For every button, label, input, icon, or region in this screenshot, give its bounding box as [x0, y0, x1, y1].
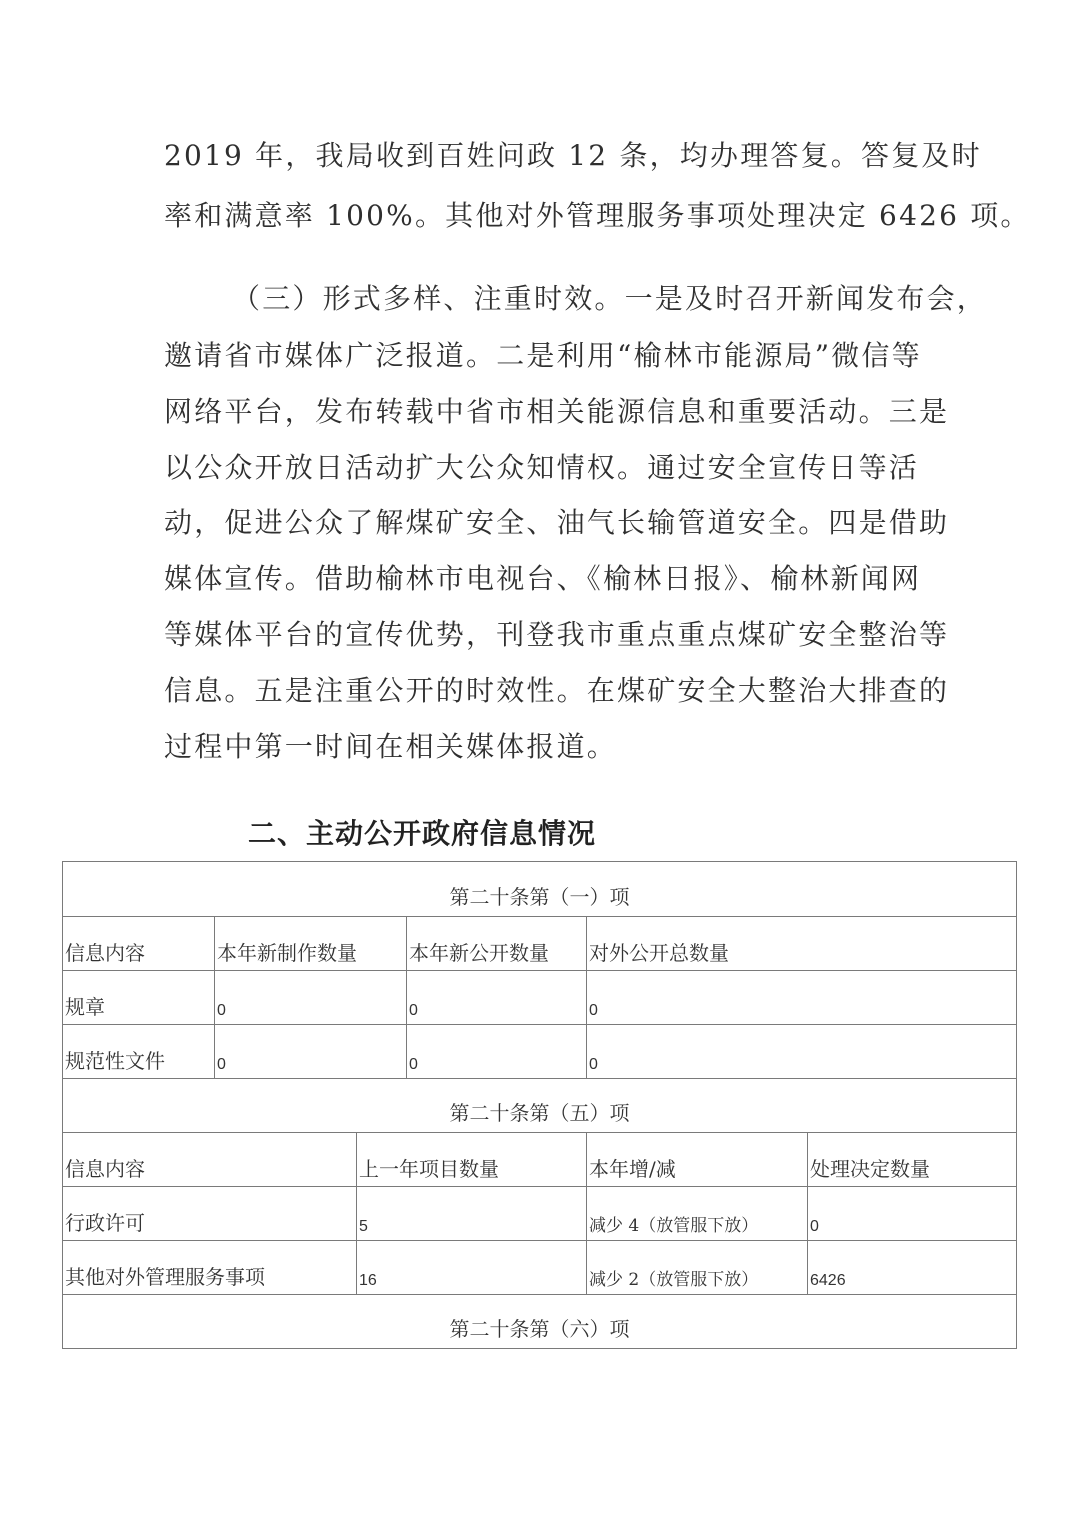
section-heading: 二、主动公开政府信息情况 [248, 817, 597, 850]
paragraph-line: 媒体宣传。借助榆林市电视台、《榆林日报》、榆林新闻网 [164, 562, 922, 595]
value-cell: 0 [808, 1187, 1017, 1241]
paragraph-line: 信息。五是注重公开的时效性。在煤矿安全大整治大排查的 [164, 674, 950, 707]
value-cell: 5 [357, 1187, 587, 1241]
value-cell: 6426 [808, 1241, 1017, 1295]
paragraph-line: 2019 年，我局收到百姓问政 12 条，均办理答复。答复及时 [164, 139, 982, 172]
value-cell: 0 [407, 971, 587, 1025]
header-cell: 本年增/减 [587, 1133, 808, 1187]
table-header-row [63, 917, 1017, 971]
table-row [63, 1025, 1017, 1079]
header-cell: 本年新制作数量 [215, 917, 407, 971]
paragraph-line: 过程中第一时间在相关媒体报道。 [164, 730, 618, 763]
section-title-article-20-item-6: 第二十条第（六）项 [63, 1295, 1017, 1349]
header-cell: 信息内容 [63, 917, 215, 971]
value-cell: 减少 4（放管服下放） [587, 1187, 808, 1241]
paragraph-line: 等媒体平台的宣传优势，刊登我市重点重点煤矿安全整治等 [164, 618, 950, 651]
table-row [63, 1187, 1017, 1241]
value-cell: 0 [587, 1025, 1017, 1079]
section-title-article-20-item-1: 第二十条第（一）项 [63, 862, 1017, 917]
paragraph-line: 网络平台，发布转载中省市相关能源信息和重要活动。三是 [164, 395, 950, 428]
section-title-article-20-item-5: 第二十条第（五）项 [63, 1079, 1017, 1133]
header-cell: 本年新公开数量 [407, 917, 587, 971]
table-header-row [63, 1133, 1017, 1187]
row-label-cell: 其他对外管理服务事项 [63, 1241, 357, 1295]
header-cell: 上一年项目数量 [357, 1133, 587, 1187]
table-row [63, 971, 1017, 1025]
section-title-row [63, 1079, 1017, 1133]
header-cell: 信息内容 [63, 1133, 357, 1187]
value-cell: 16 [357, 1241, 587, 1295]
section-title-row [63, 862, 1017, 917]
paragraph-line: 邀请省市媒体广泛报道。二是利用“榆林市能源局”微信等 [164, 339, 922, 372]
section-title-row [63, 1295, 1017, 1349]
value-cell: 0 [215, 1025, 407, 1079]
paragraph-line: 动，促进公众了解煤矿安全、油气长输管道安全。四是借助 [164, 506, 950, 539]
paragraph-line: （三）形式多样、注重时效。一是及时召开新闻发布会， [232, 282, 988, 315]
disclosure-table [62, 861, 1017, 1349]
paragraph-line: 以公众开放日活动扩大公众知情权。通过安全宣传日等活 [164, 451, 920, 484]
header-cell: 对外公开总数量 [587, 917, 1017, 971]
row-label-cell: 规章 [63, 971, 215, 1025]
value-cell: 0 [407, 1025, 587, 1079]
header-cell: 处理决定数量 [808, 1133, 1017, 1187]
value-cell: 减少 2（放管服下放） [587, 1241, 808, 1295]
value-cell: 0 [587, 971, 1017, 1025]
row-label-cell: 规范性文件 [63, 1025, 215, 1079]
paragraph-line: 率和满意率 100%。其他对外管理服务事项处理决定 6426 项。 [164, 199, 1031, 232]
row-label-cell: 行政许可 [63, 1187, 357, 1241]
value-cell: 0 [215, 971, 407, 1025]
table-row [63, 1241, 1017, 1295]
